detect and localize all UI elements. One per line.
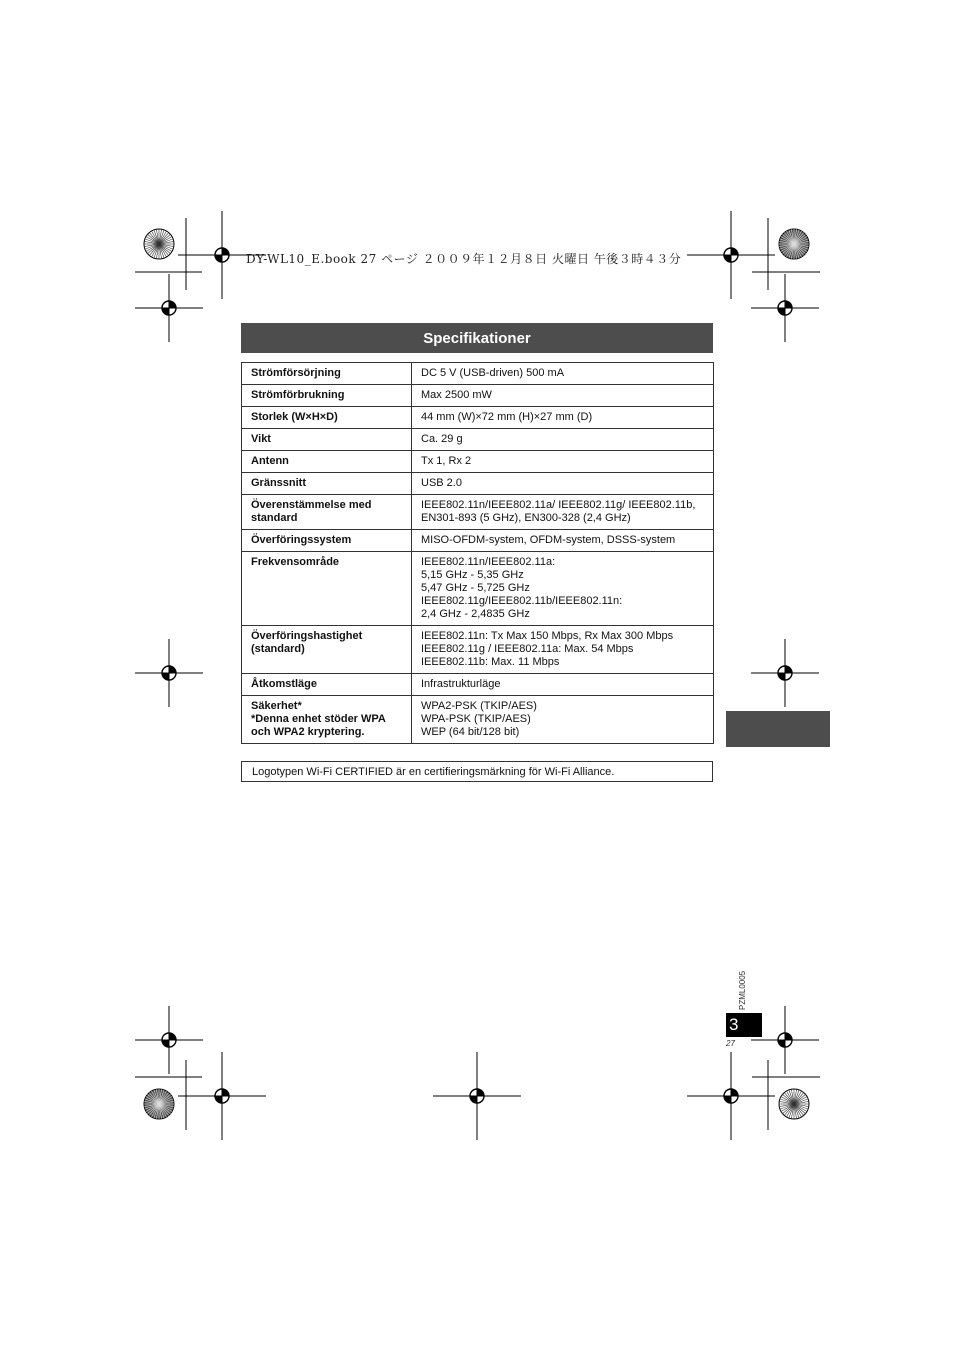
spec-table (241, 362, 714, 744)
spec-label: Frekvensområde (242, 552, 412, 626)
registration-mark (169, 1033, 176, 1040)
spec-label: Gränssnitt (242, 473, 412, 495)
registration-mark (169, 301, 176, 308)
spec-value: USB 2.0 (412, 473, 714, 495)
spec-value: Max 2500 mW (412, 385, 714, 407)
registration-mark (724, 255, 731, 262)
spec-label: Överföringssystem (242, 530, 412, 552)
spec-label: Överföringshastighet (standard) (242, 626, 412, 674)
spec-label: Säkerhet* *Denna enhet stöder WPA och WPA2 kryptering. (242, 696, 412, 744)
spec-label: Strömförsörjning (242, 363, 412, 385)
spec-label: Åtkomstläge (242, 674, 412, 696)
section-number: 3 (726, 1013, 762, 1037)
registration-mark (785, 301, 792, 308)
registration-mark (778, 1040, 785, 1047)
spec-value: 44 mm (W)×72 mm (H)×27 mm (D) (412, 407, 714, 429)
registration-mark (731, 1089, 738, 1096)
table-row (242, 530, 714, 552)
spec-value: MISO-OFDM-system, OFDM-system, DSSS-system (412, 530, 714, 552)
registration-mark (215, 1096, 222, 1103)
page-number: 27 (726, 1039, 735, 1048)
spec-label: Antenn (242, 451, 412, 473)
table-row (242, 385, 714, 407)
table-row (242, 451, 714, 473)
spec-value: IEEE802.11n: Tx Max 150 Mbps, Rx Max 300 Mbps IEEE802.11g / IEEE802.11a: Max. 54 Mbps IEEE802.11b: Max. 11 Mbps (412, 626, 714, 674)
spec-value: WPA2-PSK (TKIP/AES) WPA-PSK (TKIP/AES) WEP (64 bit/128 bit) (412, 696, 714, 744)
table-row (242, 552, 714, 626)
registration-mark (215, 255, 222, 262)
registration-mark (477, 1089, 484, 1096)
registration-mark (724, 1096, 731, 1103)
registration-mark (222, 1089, 229, 1096)
spec-value: Tx 1, Rx 2 (412, 451, 714, 473)
registration-mark (162, 673, 169, 680)
table-row (242, 674, 714, 696)
registration-mark (162, 308, 169, 315)
registration-mark (169, 666, 176, 673)
trademark-note: Logotypen Wi-Fi CERTIFIED är en certifieringsmärkning för Wi-Fi Alliance. (241, 761, 713, 782)
page-title (241, 323, 713, 353)
spec-label: Strömförbrukning (242, 385, 412, 407)
registration-mark (785, 1033, 792, 1040)
page-title-text: Specifikationer (423, 329, 531, 347)
table-row (242, 495, 714, 530)
table-row (242, 407, 714, 429)
registration-mark (785, 666, 792, 673)
table-row (242, 363, 714, 385)
table-row (242, 429, 714, 451)
registration-mark (778, 308, 785, 315)
registration-mark (731, 248, 738, 255)
spec-label: Vikt (242, 429, 412, 451)
print-header: DY-WL10_E.book 27 ページ ２００９年１２月８日 火曜日 午後３時４３分 (246, 252, 682, 266)
spec-value: Ca. 29 g (412, 429, 714, 451)
registration-mark (470, 1096, 477, 1103)
spec-value: IEEE802.11n/IEEE802.11a/ IEEE802.11g/ IEEE802.11b, EN301-893 (5 GHz), EN300-328 (2,4 GHz) (412, 495, 714, 530)
registration-mark (778, 673, 785, 680)
registration-mark (222, 248, 229, 255)
spec-value: Infrastrukturläge (412, 674, 714, 696)
language-side-tab (726, 711, 830, 747)
registration-mark (162, 1040, 169, 1047)
spec-value: DC 5 V (USB-driven) 500 mA (412, 363, 714, 385)
table-row (242, 626, 714, 674)
table-row (242, 473, 714, 495)
spec-label: Överenstämmelse med standard (242, 495, 412, 530)
spec-value: IEEE802.11n/IEEE802.11a: 5,15 GHz - 5,35 GHz 5,47 GHz - 5,725 GHz IEEE802.11g/IEEE802.11b/IEEE802.11n: 2,4 GHz - 2,4835 GHz (412, 552, 714, 626)
table-row (242, 696, 714, 744)
model-code: PZML0005 (738, 970, 747, 1010)
spec-label: Storlek (W×H×D) (242, 407, 412, 429)
